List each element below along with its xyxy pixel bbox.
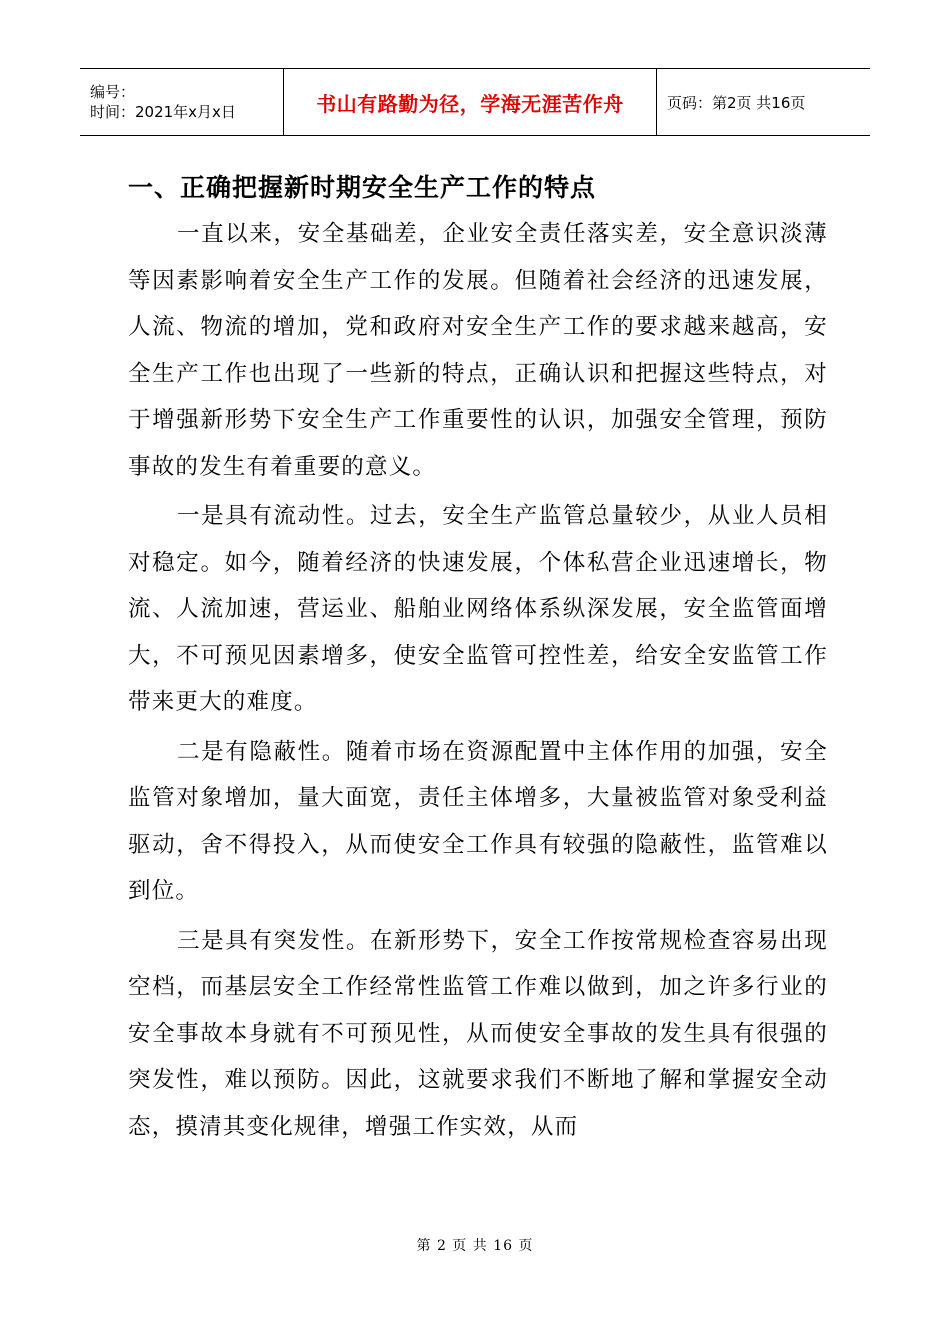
page-footer: 第 2 页 共 16 页 bbox=[416, 1238, 534, 1254]
number-label: 编号： bbox=[90, 83, 136, 101]
document-body bbox=[128, 165, 828, 1153]
header-meta bbox=[80, 69, 284, 135]
header-motto bbox=[284, 69, 657, 135]
document-header bbox=[80, 68, 870, 136]
time-label: 时间：2021年x月x日 bbox=[90, 103, 236, 121]
paragraph-concealment: 二是有隐蔽性。随着市场在资源配置中主体作用的加强，安全监管对象增加，量大面宽，责任主体增多，大量被监管对象受利益驱动，舍不得投入，从而使安全工作具有较强的隐蔽性，监管难以到位。 bbox=[128, 738, 828, 904]
paragraph-mobility: 一是具有流动性。过去，安全生产监管总量较少，从业人员相对稳定。如今，随着经济的快速发展，个体私营企业迅速增长，物流、人流加速，营运业、船舶业网络体系纵深发展，安全监管面增大，不可预见因素增多，使安全监管可控性差，给安全安监管工作带来更大的难度。 bbox=[128, 503, 828, 715]
header-page-info bbox=[657, 69, 870, 135]
paragraph-suddenness: 三是具有突发性。在新形势下，安全工作按常规检查容易出现空档，而基层安全工作经常性监管工作难以做到，加之许多行业的安全事故本身就有不可预见性，从而使安全事故的发生具有很强的突发性，难以预防。因此，这就要求我们不断地了解和掌握安全动态，摸清其变化规律，增强工作实效，从而 bbox=[128, 927, 828, 1140]
section-heading: 一、正确把握新时期安全生产工作的特点 bbox=[128, 173, 597, 202]
paragraph-intro: 一直以来，安全基础差，企业安全责任落实差，安全意识淡薄等因素影响着安全生产工作的发展。但随着社会经济的迅速发展，人流、物流的增加，党和政府对安全生产工作的要求越来越高，安全生产工作也出现了一些新的特点，正确认识和把握这些特点，对于增强新形势下安全生产工作重要性的认识，加强安全管理，预防事故的发生有着重要的意义。 bbox=[128, 221, 828, 480]
motto-text: 书山有路勤为径，学海无涯苦作舟 bbox=[316, 91, 624, 116]
page-info-text: 页码：第2页 共16页 bbox=[667, 93, 806, 112]
